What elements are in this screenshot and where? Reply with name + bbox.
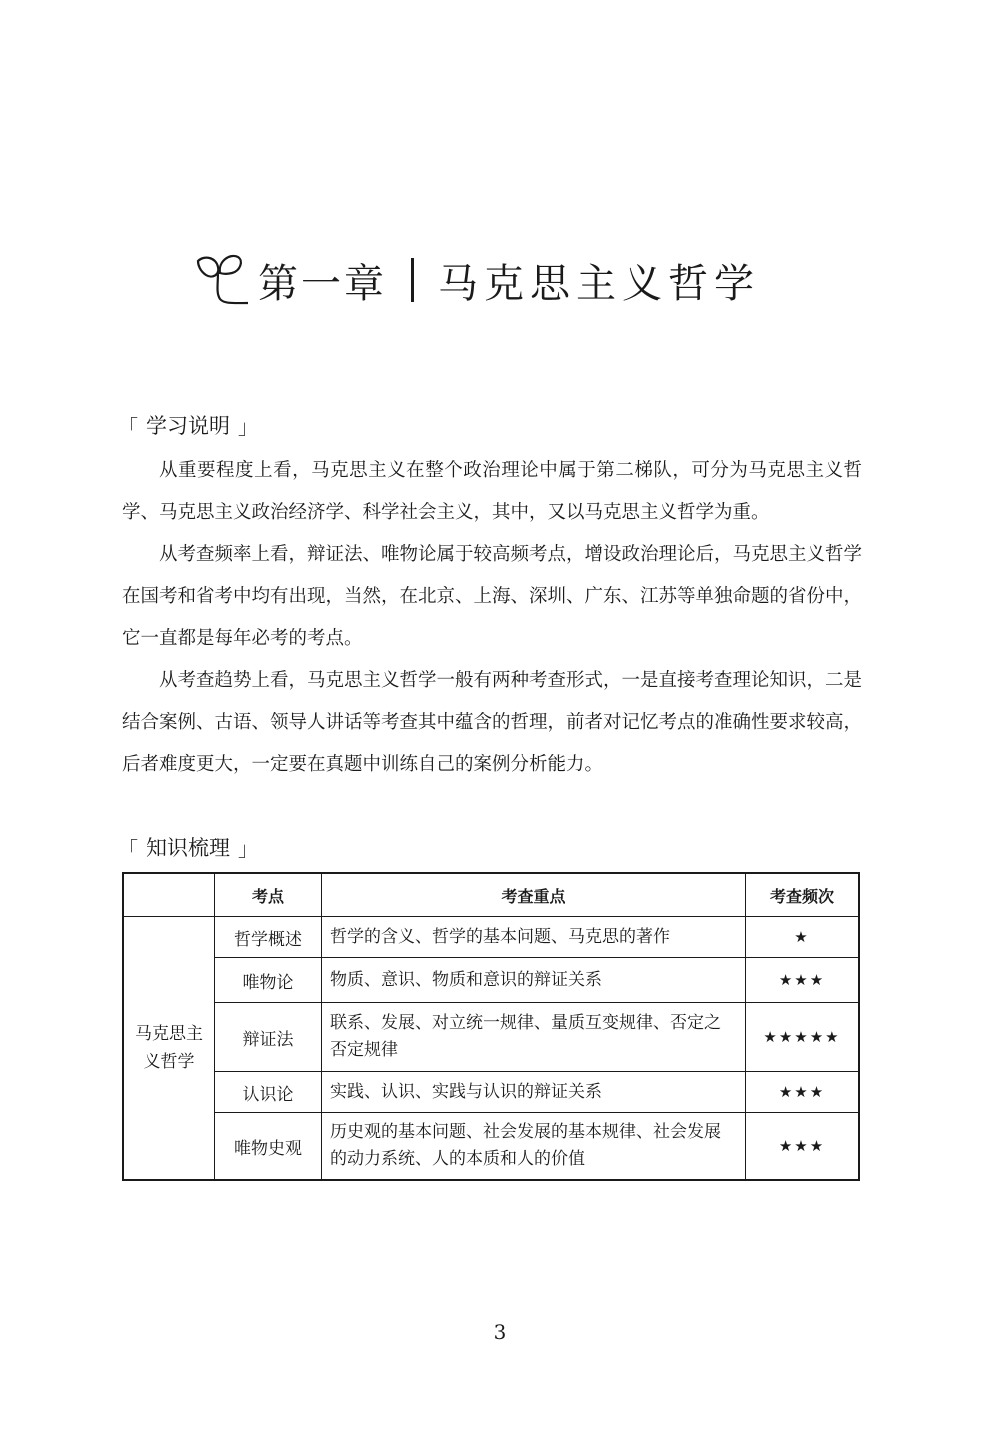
chapter-divider	[411, 258, 414, 302]
point-cell: 认识论	[215, 1072, 322, 1113]
study-note-heading	[118, 410, 258, 440]
header-cell-point: 考点	[215, 873, 322, 917]
focus-cell: 联系、发展、对立统一规律、量质互变规律、否定之否定规律	[322, 1003, 746, 1072]
page-number: 3	[493, 1320, 507, 1344]
frequency-stars: ★★★	[746, 1072, 860, 1113]
study-note-body	[122, 450, 862, 786]
header-cell-frequency: 考查频次	[746, 873, 860, 917]
chapter-title	[190, 240, 810, 320]
knowledge-title: 知识梳理	[146, 836, 230, 860]
frequency-stars: ★	[746, 917, 860, 958]
paragraph: 从重要程度上看，马克思主义在整个政治理论中属于第二梯队，可分为马克思主义哲学、马克思主义政治经济学、科学社会主义，其中，又以马克思主义哲学为重。	[122, 460, 862, 523]
frequency-stars: ★★★	[746, 958, 860, 1003]
category-cell: 马克思主义哲学	[123, 917, 215, 1181]
knowledge-heading	[118, 832, 258, 862]
table-row	[123, 958, 859, 1003]
focus-cell: 实践、认识、实践与认识的辩证关系	[322, 1072, 746, 1113]
point-cell: 辩证法	[215, 1003, 322, 1072]
table-row	[123, 1003, 859, 1072]
point-cell: 唯物论	[215, 958, 322, 1003]
table-header-row	[123, 873, 859, 917]
table-row	[123, 1072, 859, 1113]
focus-cell: 历史观的基本问题、社会发展的基本规律、社会发展的动力系统、人的本质和人的价值	[322, 1113, 746, 1181]
bracket-close-icon: 」	[238, 836, 258, 861]
frequency-stars: ★★★	[746, 1113, 860, 1181]
point-cell: 哲学概述	[215, 917, 322, 958]
study-note-title: 学习说明	[146, 414, 230, 438]
point-cell: 唯物史观	[215, 1113, 322, 1181]
paragraph: 从考查频率上看，辩证法、唯物论属于较高频考点，增设政治理论后，马克思主义哲学在国考和省考中均有出现，当然，在北京、上海、深圳、广东、江苏等单独命题的省份中，它一直都是每年必考的考点。	[122, 544, 863, 649]
knowledge-table	[122, 872, 860, 1181]
paragraph: 从考查趋势上看，马克思主义哲学一般有两种考查形式，一是直接考查理论知识，二是结合案例、古语、领导人讲话等考查其中蕴含的哲理，前者对记忆考点的准确性要求较高，后者难度更大，一定要在真题中训练自己的案例分析能力。	[122, 670, 863, 775]
focus-cell: 哲学的含义、哲学的基本问题、马克思的著作	[322, 917, 746, 958]
header-cell-focus: 考查重点	[322, 873, 746, 917]
bracket-open-icon: 「	[118, 836, 138, 861]
header-cell-blank	[123, 873, 215, 917]
chapter-number: 第一章	[258, 260, 387, 307]
bracket-open-icon: 「	[118, 414, 138, 439]
table-row	[123, 1113, 859, 1181]
bracket-close-icon: 」	[238, 414, 258, 439]
table-row	[123, 917, 859, 958]
frequency-stars: ★★★★★	[746, 1003, 860, 1072]
focus-cell: 物质、意识、物质和意识的辩证关系	[322, 958, 746, 1003]
chapter-name: 马克思主义哲学	[438, 260, 760, 307]
sprout-icon	[190, 251, 252, 309]
